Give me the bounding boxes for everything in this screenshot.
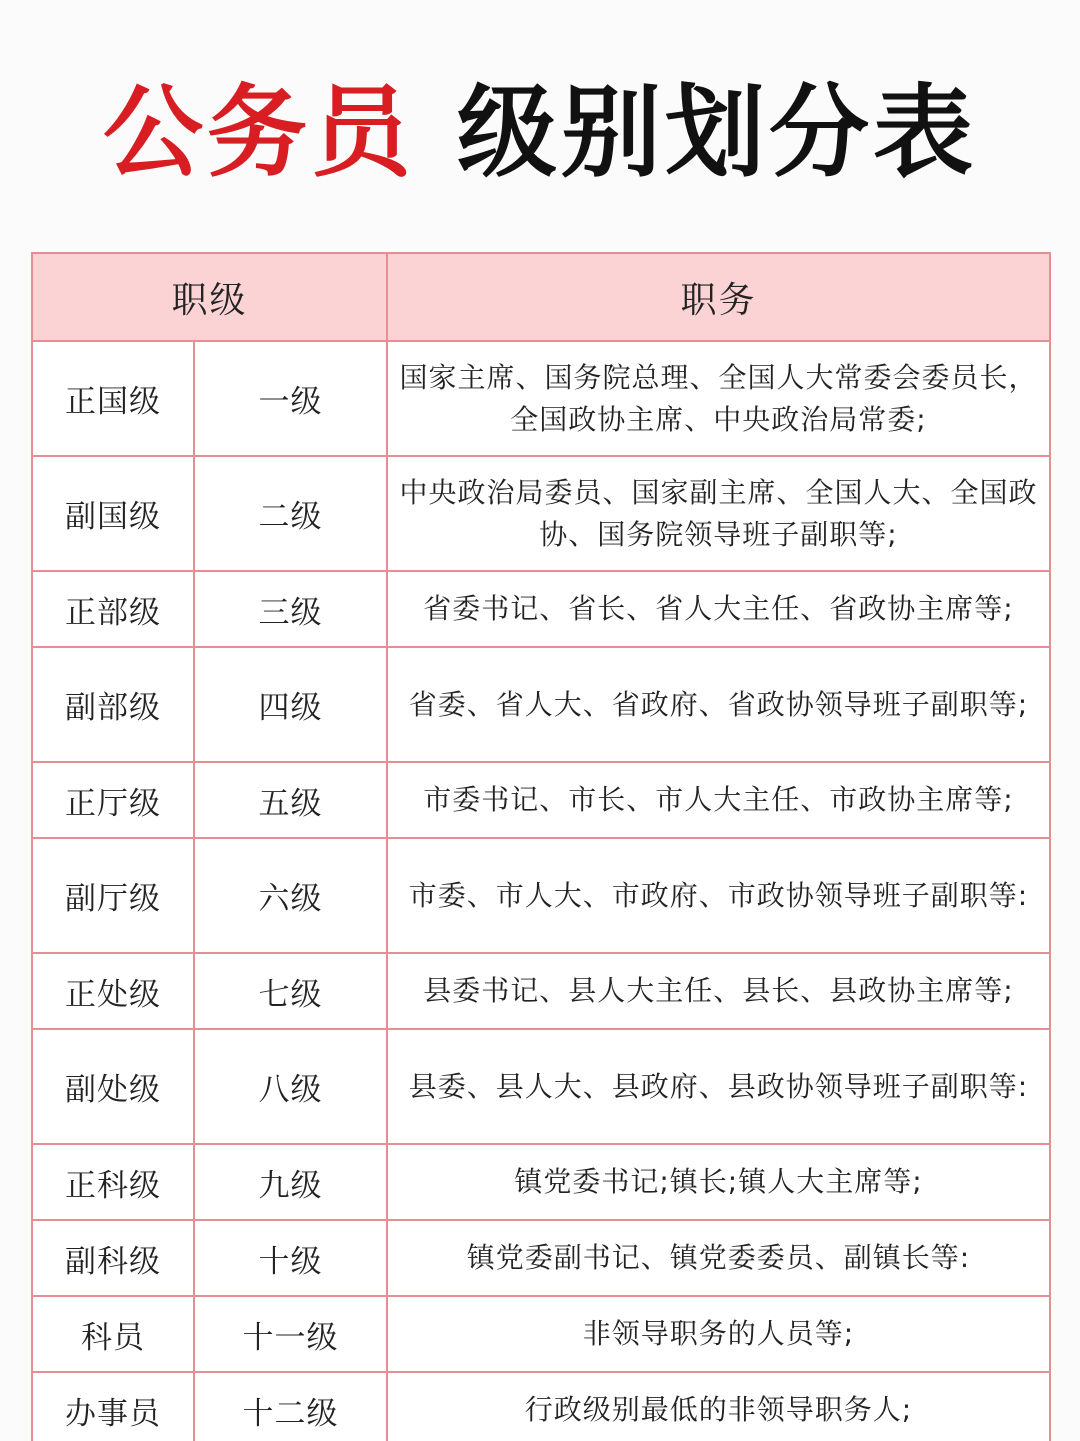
- table-row: [32, 1029, 1050, 1144]
- table-row: [32, 762, 1050, 838]
- table-row: [32, 1220, 1050, 1296]
- level-cell: 三级: [194, 571, 387, 647]
- level-cell: 八级: [194, 1029, 387, 1144]
- duty-cell: 省委、省人大、省政府、省政协领导班子副职等;: [387, 647, 1050, 762]
- rank-cell: 副厅级: [32, 838, 194, 953]
- level-cell: 十一级: [194, 1296, 387, 1372]
- duty-cell: 镇党委书记;镇长;镇人大主席等;: [387, 1144, 1050, 1220]
- rank-cell: 副国级: [32, 456, 194, 571]
- duty-cell: 县委书记、县人大主任、县长、县政协主席等;: [387, 953, 1050, 1029]
- rank-cell: 科员: [32, 1296, 194, 1372]
- level-cell: 七级: [194, 953, 387, 1029]
- header-duty: 职务: [387, 253, 1050, 341]
- civil-servant-rank-table: [31, 252, 1051, 1441]
- rank-cell: 正科级: [32, 1144, 194, 1220]
- table-row: [32, 647, 1050, 762]
- table-row: [32, 953, 1050, 1029]
- table-row: [32, 838, 1050, 953]
- rank-cell: 办事员: [32, 1372, 194, 1441]
- level-cell: 一级: [194, 341, 387, 456]
- rank-cell: 正部级: [32, 571, 194, 647]
- rank-cell: 正处级: [32, 953, 194, 1029]
- level-cell: 六级: [194, 838, 387, 953]
- rank-cell: 正厅级: [32, 762, 194, 838]
- duty-cell: 国家主席、国务院总理、全国人大常委会委员长，全国政协主席、中央政治局常委;: [387, 341, 1050, 456]
- duty-cell: 市委书记、市长、市人大主任、市政协主席等;: [387, 762, 1050, 838]
- duty-cell: 行政级别最低的非领导职务人;: [387, 1372, 1050, 1441]
- rank-cell: 副处级: [32, 1029, 194, 1144]
- duty-cell: 县委、县人大、县政府、县政协领导班子副职等:: [387, 1029, 1050, 1144]
- table-row: [32, 571, 1050, 647]
- duty-cell: 镇党委副书记、镇党委委员、副镇长等:: [387, 1220, 1050, 1296]
- page-title: [0, 74, 1080, 191]
- level-cell: 四级: [194, 647, 387, 762]
- rank-cell: 正国级: [32, 341, 194, 456]
- level-cell: 二级: [194, 456, 387, 571]
- rank-cell: 副科级: [32, 1220, 194, 1296]
- table-row: [32, 341, 1050, 456]
- header-rank: 职级: [32, 253, 387, 341]
- level-cell: 五级: [194, 762, 387, 838]
- title-black-part: 级别划分表: [457, 74, 977, 191]
- duty-cell: 中央政治局委员、国家副主席、全国人大、全国政协、国务院领导班子副职等;: [387, 456, 1050, 571]
- table-row: [32, 456, 1050, 571]
- rank-cell: 副部级: [32, 647, 194, 762]
- table-row: [32, 1296, 1050, 1372]
- level-cell: 十级: [194, 1220, 387, 1296]
- duty-cell: 非领导职务的人员等;: [387, 1296, 1050, 1372]
- table-row: [32, 1372, 1050, 1441]
- level-cell: 十二级: [194, 1372, 387, 1441]
- duty-cell: 市委、市人大、市政府、市政协领导班子副职等:: [387, 838, 1050, 953]
- table-row: [32, 1144, 1050, 1220]
- title-red-part: 公务员: [103, 74, 415, 191]
- duty-cell: 省委书记、省长、省人大主任、省政协主席等;: [387, 571, 1050, 647]
- level-cell: 九级: [194, 1144, 387, 1220]
